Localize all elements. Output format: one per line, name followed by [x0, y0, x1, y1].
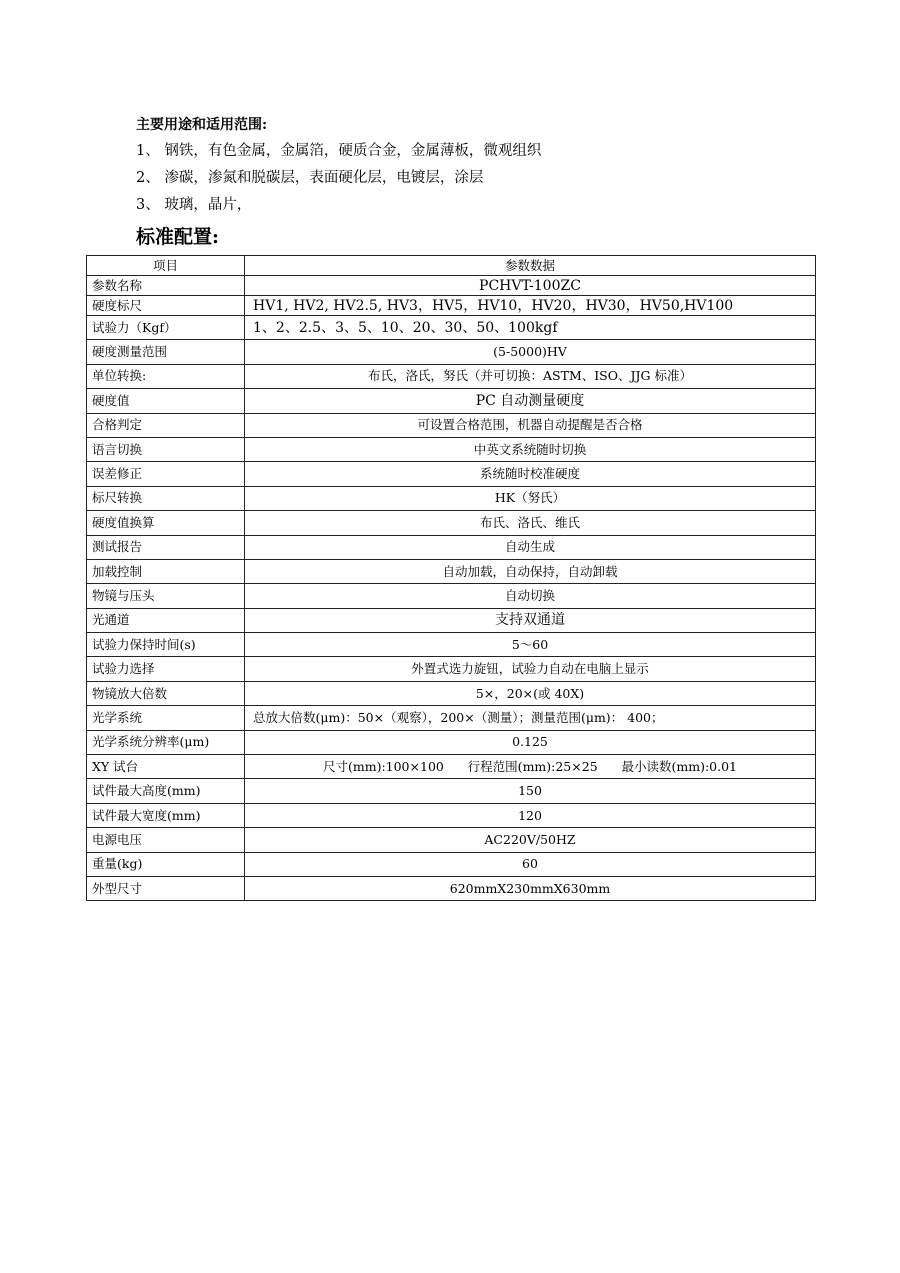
table-row	[87, 364, 816, 388]
table-row	[87, 486, 816, 510]
table-row	[87, 633, 816, 657]
row-label: 光通道	[87, 608, 245, 632]
table-row	[87, 316, 816, 340]
table-row	[87, 340, 816, 364]
table-row	[87, 276, 816, 296]
row-value: AC220V/50HZ	[245, 828, 816, 852]
row-value: (5-5000)HV	[245, 340, 816, 364]
row-value: 布氏、洛氏、维氏	[245, 511, 816, 535]
row-value: 中英文系统随时切换	[245, 437, 816, 461]
row-value: HV1, HV2, HV2.5, HV3，HV5，HV10，HV20，HV30，HV50,HV100	[245, 296, 816, 316]
row-value: HK（努氏）	[245, 486, 816, 510]
row-label: 测试报告	[87, 535, 245, 559]
row-value: 自动加载，自动保持，自动卸载	[245, 559, 816, 583]
row-label: 试件最大高度(mm)	[87, 779, 245, 803]
row-label: 外型尺寸	[87, 876, 245, 900]
row-label: XY 试台	[87, 755, 245, 779]
row-value: 外置式选力旋钮，试验力自动在电脑上显示	[245, 657, 816, 681]
table-row	[87, 437, 816, 461]
table-row	[87, 779, 816, 803]
header-item: 项目	[87, 256, 245, 276]
table-row	[87, 730, 816, 754]
row-label: 合格判定	[87, 413, 245, 437]
row-value: 620mmX230mmX630mm	[245, 876, 816, 900]
usage-line-2: 2、 渗碳，渗氮和脱碳层，表面硬化层，电镀层，涂层	[136, 170, 484, 186]
row-value: 布氏，洛氏，努氏（并可切换：ASTM、ISO、JJG 标准）	[245, 364, 816, 388]
row-label: 试验力（Kgf）	[87, 316, 245, 340]
row-value: 自动生成	[245, 535, 816, 559]
row-value: 支持双通道	[245, 608, 816, 632]
table-row	[87, 755, 816, 779]
row-value: 1、2、2.5、3、5、10、20、30、50、100kgf	[245, 316, 816, 340]
row-value: 120	[245, 803, 816, 827]
row-label: 加载控制	[87, 559, 245, 583]
row-label: 语言切换	[87, 437, 245, 461]
row-value: 尺寸(mm):100×100 行程范围(mm):25×25 最小读数(mm):0.01	[245, 755, 816, 779]
table-row	[87, 681, 816, 705]
row-label: 误差修正	[87, 462, 245, 486]
row-value: 5～60	[245, 633, 816, 657]
row-value: 可设置合格范围，机器自动提醒是否合格	[245, 413, 816, 437]
row-label: 物镜放大倍数	[87, 681, 245, 705]
row-label: 光学系统分辨率(μm)	[87, 730, 245, 754]
row-label: 试验力选择	[87, 657, 245, 681]
usage-section	[136, 112, 541, 254]
table-row	[87, 828, 816, 852]
table-row	[87, 803, 816, 827]
row-value: 系统随时校准硬度	[245, 462, 816, 486]
row-label: 试件最大宽度(mm)	[87, 803, 245, 827]
table-row	[87, 413, 816, 437]
row-label: 硬度测量范围	[87, 340, 245, 364]
table-row	[87, 608, 816, 632]
usage-line-3: 3、 玻璃，晶片，	[136, 197, 252, 213]
row-value: 自动切换	[245, 584, 816, 608]
table-header-row	[87, 256, 816, 276]
standard-config-title: 标准配置:	[136, 226, 220, 248]
row-value: 60	[245, 852, 816, 876]
table-row	[87, 559, 816, 583]
row-label: 硬度值换算	[87, 511, 245, 535]
row-label: 电源电压	[87, 828, 245, 852]
row-value: 150	[245, 779, 816, 803]
usage-heading: 主要用途和适用范围:	[136, 117, 268, 133]
table-row	[87, 462, 816, 486]
row-label: 试验力保持时间(s)	[87, 633, 245, 657]
row-label: 参数名称	[87, 276, 245, 296]
row-value: PCHVT-100ZC	[245, 276, 816, 296]
row-label: 硬度值	[87, 389, 245, 413]
row-value: 总放大倍数(μm)：50×（观察），200×（测量）；测量范围(μm)： 400；	[245, 706, 816, 730]
row-label: 光学系统	[87, 706, 245, 730]
table-row	[87, 876, 816, 900]
table-row	[87, 511, 816, 535]
table-row	[87, 657, 816, 681]
header-value: 参数数据	[245, 256, 816, 276]
table-row	[87, 389, 816, 413]
row-value: 0.125	[245, 730, 816, 754]
row-label: 硬度标尺	[87, 296, 245, 316]
table-row	[87, 535, 816, 559]
table-row	[87, 852, 816, 876]
row-label: 重量(kg)	[87, 852, 245, 876]
row-label: 标尺转换	[87, 486, 245, 510]
spec-table	[86, 255, 816, 901]
row-value: PC 自动测量硬度	[245, 389, 816, 413]
row-label: 物镜与压头	[87, 584, 245, 608]
row-value: 5×，20×(或 40X)	[245, 681, 816, 705]
table-row	[87, 296, 816, 316]
usage-line-1: 1、 钢铁，有色金属，金属箔，硬质合金，金属薄板，微观组织	[136, 143, 542, 159]
table-row	[87, 584, 816, 608]
table-row	[87, 706, 816, 730]
row-label: 单位转换:	[87, 364, 245, 388]
